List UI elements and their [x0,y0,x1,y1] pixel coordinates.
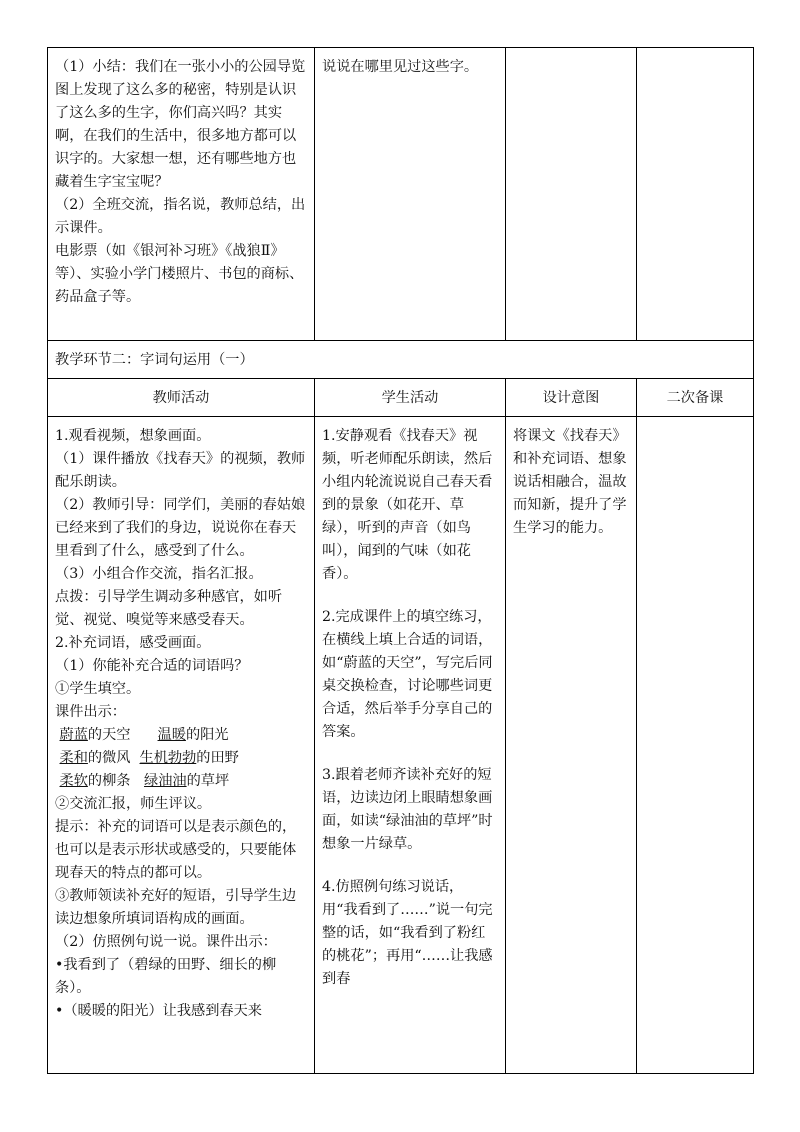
section-title: 教学环节二：字词句运用（一） [48,341,754,379]
second-prep-cell-body [637,417,754,1074]
table-row-body [48,417,754,1074]
table-row-top [48,48,754,341]
teacher-line: （1）你能补充合适的词语吗？ [55,658,249,674]
teacher-line: •（暖暖的阳光）让我感到春天来 [55,1003,262,1019]
phrase-word: 生机勃勃 [139,750,197,766]
student-activity-cell [315,48,506,341]
phrase-rest: 的阳光 [185,727,229,743]
phrase-rest: 的草坪 [186,773,230,789]
teacher-line: 1.观看视频，想象画面。 [55,428,211,444]
teacher-line: 提示：补充的词语可以是表示颜色的，也可以是表示形状或感受的，只要能体现春天的特点的都可以。 [55,819,297,881]
lesson-plan-table [47,47,754,1074]
teacher-line: •我看到了（碧绿的田野、细长的柳条）。 [55,957,277,996]
phrase-rest: 的柳条 [87,773,131,789]
teacher-line: （3）小组合作交流，指名汇报。 [55,566,263,582]
teacher-activity-cell [48,48,315,341]
phrase-word: 温暖 [157,727,186,743]
teacher-examples-text: 电影票（如《银河补习班》《战狼Ⅱ》等）、实验小学门楼照片、书包的商标、药品盒子等。 [55,243,304,305]
phrase-word: 蔚蓝 [59,727,88,743]
teacher-exchange-text: （2）全班交流，指名说，教师总结，出示课件。 [55,197,306,236]
teacher-line: ①学生填空。 [55,681,141,697]
teacher-line: ③教师领读补充好的短语，引导学生边读边想象所填词语构成的画面。 [55,888,297,927]
phrase-rest: 的田野 [196,750,239,766]
second-prep-cell [637,48,754,341]
design-intent-cell [506,48,637,341]
teacher-line: （2）教师引导：同学们，美丽的春姑娘已经来到了我们的身边，说说你在春天里看到了什么，感受到了什么。 [55,497,306,559]
teacher-summary-text: （1）小结：我们在一张小小的公园导览图上发现了这么多的秘密，特别是认识了这么多的生字，你们高兴吗？其实啊，在我们的生活中，很多地方都可以识字的。大家想一想，还有哪些地方也藏着生字宝宝呢？ [55,59,306,190]
teacher-activity-cell-body [48,417,315,1074]
phrase-rest: 的天空 [87,727,131,743]
header-row [48,379,754,417]
teacher-line: ②交流汇报，师生评议。 [55,796,212,812]
phrase-word: 柔软 [59,773,88,789]
paragraph-gap [322,856,498,876]
teacher-line: 2.补充词语，感受画面。 [55,635,211,651]
paragraph-gap [322,744,498,764]
student-step-2: 2.完成课件上的填空练习，在横线上填上合适的词语，如“蔚蓝的天空”，写完后同桌交换检查，讨论哪些词更合适，然后举手分享自己的答案。 [322,609,493,740]
student-step-1: 1.安静观看《找春天》视频，听老师配乐朗读，然后小组内轮流说说自己春天看到的景象（如花开、草绿），听到的声音（如鸟叫），闻到的气味（如花香）。 [322,428,493,582]
phrase-line [55,747,307,770]
header-student: 学生活动 [315,379,506,417]
student-step-3: 3.跟着老师齐读补充好的短语，边读边闭上眼睛想象画面，如读“绿油油的草坪”时想象一片绿草。 [322,767,493,852]
header-teacher: 教师活动 [48,379,315,417]
header-design: 设计意图 [506,379,637,417]
header-prep: 二次备课 [637,379,754,417]
design-intent-cell-body [506,417,637,1074]
student-step-4: 4.仿照例句练习说话，用“我看到了……”说一句完整的话，如“我看到了粉红的桃花”；再用“……让我感到春 [322,879,493,987]
design-intent-text: 将课文《找春天》和补充词语、想象说话相融合，温故而知新，提升了学生学习的能力。 [513,428,627,536]
phrase-word: 绿油油 [144,773,187,789]
teacher-line: （2）仿照例句说一说。课件出示： [55,934,277,950]
teacher-line: （1）课件播放《找春天》的视频，教师配乐朗读。 [55,451,306,490]
student-activity-text: 说说在哪里见过这些字。 [322,59,479,75]
teacher-line: 点拨：引导学生调动多种感官，如听觉、视觉、嗅觉等来感受春天。 [55,589,283,628]
section-row [48,341,754,379]
phrase-line [55,724,307,747]
phrase-rest: 的微风 [87,750,131,766]
teacher-line: 课件出示： [55,704,126,720]
paragraph-gap [322,586,498,606]
student-activity-cell-body [315,417,506,1074]
phrase-word: 柔和 [59,750,88,766]
phrase-line [55,770,307,793]
